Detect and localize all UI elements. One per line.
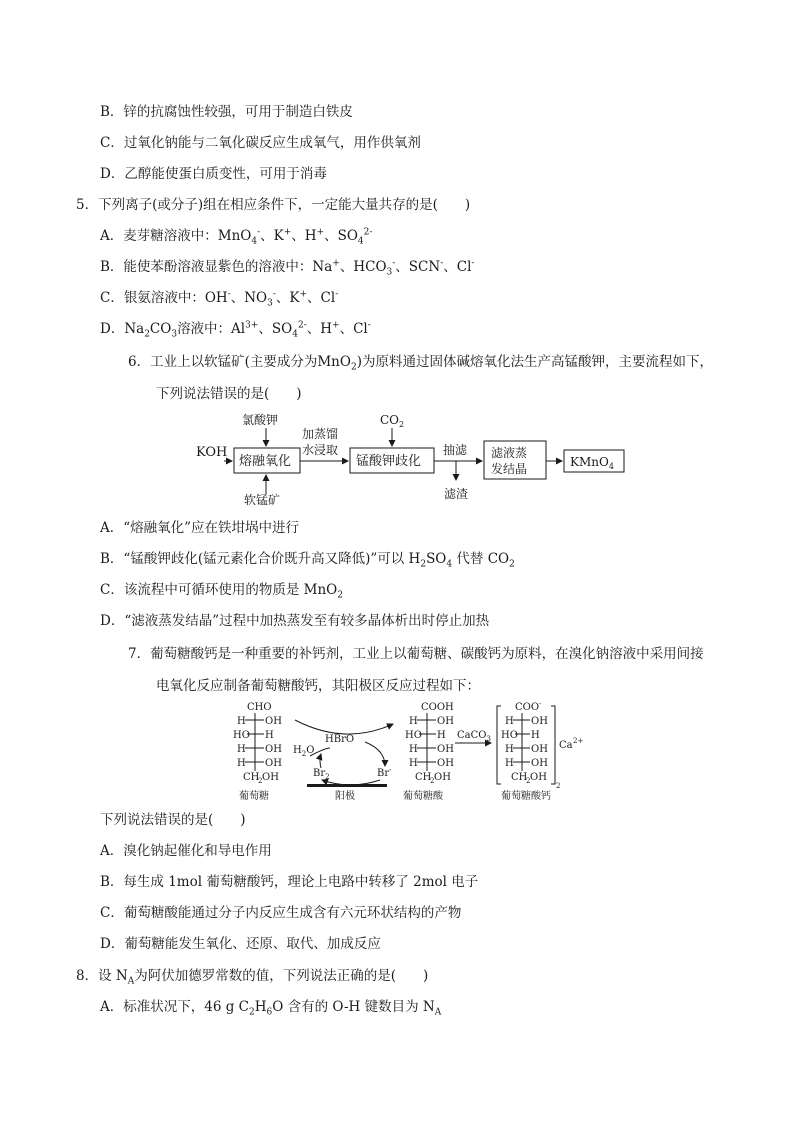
flow-step-label-1: 加蒸馏 <box>302 427 339 441</box>
br2-label: $Br_2$ <box>313 768 330 781</box>
svg-text:OH: OH <box>262 772 279 783</box>
q4-option-c: C．过氧化钠能与二氧化碳反应生成氧气，用作供氧剂 <box>100 135 421 151</box>
svg-text:2: 2 <box>526 777 531 785</box>
svg-text:H: H <box>531 730 540 741</box>
glucose-structure <box>233 702 282 785</box>
q4-option-d: D．乙醇能使蛋白质变性，可用于消毒 <box>100 166 327 182</box>
svg-text:COO: COO <box>515 702 540 713</box>
svg-text:OH: OH <box>531 716 548 727</box>
svg-text:H: H <box>437 730 446 741</box>
q7-option-d: D．葡萄糖能发生氧化、还原、取代、加成反应 <box>100 936 381 952</box>
svg-text:H: H <box>237 744 246 755</box>
svg-text:OH: OH <box>265 758 282 769</box>
svg-text:HO: HO <box>405 730 422 741</box>
q4-option-b: B．锌的抗腐蚀性较强，可用于制造白铁皮 <box>100 104 353 120</box>
q5-stem: 5．下列离子(或分子)组在相应条件下，一定能大量共存的是( ) <box>76 197 471 213</box>
q7-stem-line1: 7．葡萄糖酸钙是一种重要的补钙剂，工业上以葡萄糖、碳酸钙为原料，在溴化钠溶液中采用间接 <box>128 646 704 662</box>
svg-text:CH: CH <box>511 772 528 783</box>
svg-text:-: - <box>539 700 542 708</box>
svg-text:H: H <box>265 730 274 741</box>
svg-text:H: H <box>409 758 418 769</box>
flow-box-evaporation-line2: 发结晶 <box>491 462 528 476</box>
svg-text:CH: CH <box>415 772 432 783</box>
q7-question: 下列说法错误的是( ) <box>100 812 246 828</box>
svg-text:CH: CH <box>243 772 260 783</box>
svg-text:2: 2 <box>430 777 435 785</box>
q7-option-c: C．葡萄糖酸能通过分子内反应生成含有六元环状结构的产物 <box>100 905 462 921</box>
flow-residue-label: 滤渣 <box>444 487 469 501</box>
svg-text:OH: OH <box>530 772 547 783</box>
calcium-gluconate-structure <box>501 700 583 790</box>
svg-text:H: H <box>505 758 514 769</box>
water-label: $H_2O$ <box>293 745 315 758</box>
flow-step-label-2: 水浸取 <box>302 443 339 457</box>
svg-text:H: H <box>409 744 418 755</box>
glucose-label: 葡萄糖 <box>239 791 269 802</box>
svg-text:HO: HO <box>501 730 518 741</box>
svg-text:CHO: CHO <box>247 702 272 713</box>
svg-text:OH: OH <box>265 716 282 727</box>
q6-option-d: D．“滤液蒸发结晶”过程中加热蒸发至有较多晶体析出时停止加热 <box>100 613 490 629</box>
gluconic-acid-label: 葡萄糖酸 <box>403 791 443 802</box>
q6-stem-line1: 6．工业上以软锰矿(主要成分为MnO$_2$)为原料通过固体碱熔氧化法生产高锰酸钾，主要流程如下， <box>128 354 713 373</box>
svg-text:H: H <box>505 744 514 755</box>
q5-option-d: D．$Na_2CO_3$溶液中：$Al^{3+}$、$SO_4^{2-}$、H+、Cl- <box>100 320 371 340</box>
svg-text:H: H <box>409 716 418 727</box>
q7-reaction-diagram <box>225 698 595 808</box>
q7-option-b: B．每生成 1mol 葡萄糖酸钙，理论上电路中转移了 2mol 电子 <box>100 874 479 890</box>
flow-reagent-pyrolusite: 软锰矿 <box>244 493 281 507</box>
svg-text:OH: OH <box>265 744 282 755</box>
flow-reagent-co2: $CO_2$ <box>380 413 405 429</box>
q6-option-b: B．“锰酸钾歧化(锰元素化合价既升高又降低)”可以 $H_2SO_4$ 代替 $CO_2$ <box>100 551 515 570</box>
caco3-label: CaCO$_3$ <box>457 730 491 743</box>
svg-text:OH: OH <box>437 758 454 769</box>
flow-box-disproportionation-label: 锰酸钾歧化 <box>356 454 422 469</box>
svg-text:OH: OH <box>531 744 548 755</box>
calcium-gluconate-label: 葡萄糖酸钙 <box>501 791 551 802</box>
flow-box-fusion-label: 熔融氧化 <box>239 454 292 469</box>
svg-text:COOH: COOH <box>421 702 454 713</box>
svg-text:2: 2 <box>258 777 263 785</box>
q8-stem: 8．设 $N_A$为阿伏加德罗常数的值，下列说法正确的是( ) <box>76 968 429 987</box>
svg-text:Ca: Ca <box>559 740 573 751</box>
svg-text:2: 2 <box>556 782 561 790</box>
gluconic-acid-structure <box>405 702 454 785</box>
svg-text:2+: 2+ <box>573 737 584 745</box>
q6-flowchart <box>190 408 640 508</box>
svg-text:OH: OH <box>437 716 454 727</box>
q7-option-a: A．溴化钠起催化和导电作用 <box>100 843 272 859</box>
q8-option-a: A．标准状况下，46 g $C_2H_6O$ 含有的 O-H 键数目为 $N_A$ <box>100 999 442 1018</box>
q5-option-a: A．麦芽糖溶液中：MnO$_4$-、K+、H+、$SO_4^{2-}$ <box>100 227 373 247</box>
q6-option-a: A．“熔融氧化”应在铁坩埚中进行 <box>100 520 300 536</box>
svg-text:OH: OH <box>437 744 454 755</box>
flow-filter-label: 抽滤 <box>443 443 468 457</box>
br-minus-label: Br- <box>377 766 392 779</box>
flow-input-koh: KOH <box>196 445 228 460</box>
svg-text:OH: OH <box>531 758 548 769</box>
flow-product-kmno4: KMnO$_4$ <box>570 455 614 471</box>
svg-text:H: H <box>237 716 246 727</box>
hbro-label: HBrO <box>325 734 355 745</box>
svg-text:H: H <box>237 758 246 769</box>
q7-stem-line2: 电氧化反应制备葡萄糖酸钙，其阳极区反应过程如下： <box>156 678 480 694</box>
svg-text:H: H <box>505 716 514 727</box>
flow-box-evaporation-line1: 滤液蒸 <box>491 446 528 460</box>
q5-option-c: C．银氨溶液中：OH-、$NO_3^-$、K+、Cl- <box>100 289 339 309</box>
svg-text:HO: HO <box>233 730 250 741</box>
q5-option-b: B．能使苯酚溶液显紫色的溶液中：Na+、$HCO_3^-$、SCN-、Cl- <box>100 258 475 278</box>
anode-plate <box>307 784 387 787</box>
svg-text:OH: OH <box>434 772 451 783</box>
q6-option-c: C．该流程中可循环使用的物质是 MnO$_2$ <box>100 582 343 601</box>
q6-stem-line2: 下列说法错误的是( ) <box>156 386 302 402</box>
anode-label: 阳极 <box>335 791 355 802</box>
flow-reagent-kclo3: 氯酸钾 <box>242 413 279 427</box>
